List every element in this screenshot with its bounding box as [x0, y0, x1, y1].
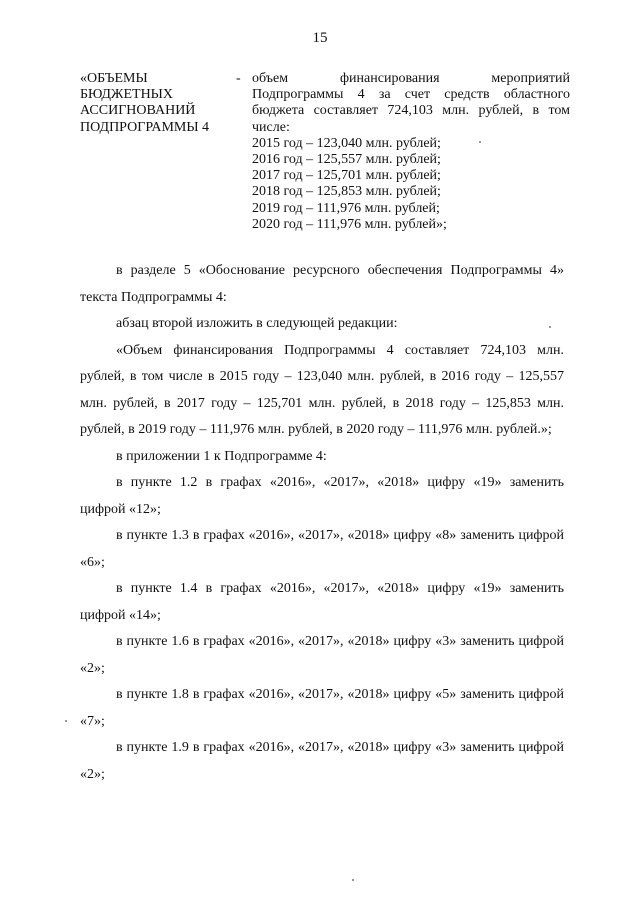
passport-year-2015: 2015 год – 123,040 млн. рублей; — [252, 135, 441, 151]
paragraph-item-1-8: в пункте 1.8 в графах «2016», «2017», «2018» цифру «5» заменить цифрой «7»; — [80, 687, 564, 729]
passport-year-2016: 2016 год – 125,557 млн. рублей; — [252, 152, 441, 168]
paragraph-item-1-3: в пункте 1.3 в графах «2016», «2017», «2018» цифру «8» заменить цифрой «6»; — [80, 528, 564, 570]
passport-label: «ОБЪЕМЫ БЮДЖЕТНЫХ АССИГНОВАНИЙ ПОДПРОГРАММЫ 4 — [80, 71, 210, 135]
budget-passport-block — [80, 71, 570, 251]
paragraph-item-1-9: в пункте 1.9 в графах «2016», «2017», «2018» цифру «3» заменить цифрой «2»; — [80, 740, 564, 782]
scan-speck — [352, 879, 354, 881]
page-number: 15 — [312, 30, 328, 46]
paragraph-abzac-instruction: абзац второй изложить в следующей редакции: — [116, 316, 398, 331]
scan-speck — [479, 141, 481, 143]
paragraph-item-1-6: в пункте 1.6 в графах «2016», «2017», «2018» цифру «3» заменить цифрой «2»; — [80, 634, 564, 676]
scan-speck — [65, 720, 67, 722]
scan-speck — [549, 326, 551, 328]
paragraph-section5-header: в разделе 5 «Обоснование ресурсного обеспечения Подпрограммы 4» текста Подпрограммы 4: — [80, 263, 564, 305]
passport-intro-rest: Подпрограммы 4 за счет средств областного бюджета составляет 724,103 млн. рублей, в том числе: — [252, 87, 570, 135]
passport-year-2020: 2020 год – 111,976 млн. рублей»; — [252, 216, 447, 232]
paragraph-item-1-2: в пункте 1.2 в графах «2016», «2017», «2018» цифру «19» заменить цифрой «12»; — [80, 475, 564, 517]
paragraph-appendix1-header: в приложении 1 к Подпрограмме 4: — [116, 448, 327, 464]
passport-intro-line1: объем финансирования мероприятий — [252, 71, 570, 86]
paragraph-financing-text: «Объем финансирования Подпрограммы 4 составляет 724,103 млн. рублей, в том числе в 2015 году – 123,040 млн. рублей, в 2016 году – 125,557 млн. рублей, в 2017 году – 125,701 млн. рублей, в 2018 году – 125,853 млн. рублей, в 2019 году – 111,976 млн. рублей, в 2020 году – 111,976 млн. рублей.»; — [80, 342, 564, 437]
passport-year-2018: 2018 год – 125,853 млн. рублей; — [252, 184, 441, 200]
passport-year-2017: 2017 год – 125,701 млн. рублей; — [252, 168, 441, 184]
passport-intro — [252, 71, 570, 136]
passport-year-2019: 2019 год – 111,976 млн. рублей; — [252, 200, 440, 216]
passport-dash: - — [236, 71, 241, 86]
passport-value — [252, 71, 570, 233]
document-body — [80, 258, 564, 788]
paragraph-item-1-4: в пункте 1.4 в графах «2016», «2017», «2018» цифру «19» заменить цифрой «14»; — [80, 581, 564, 623]
